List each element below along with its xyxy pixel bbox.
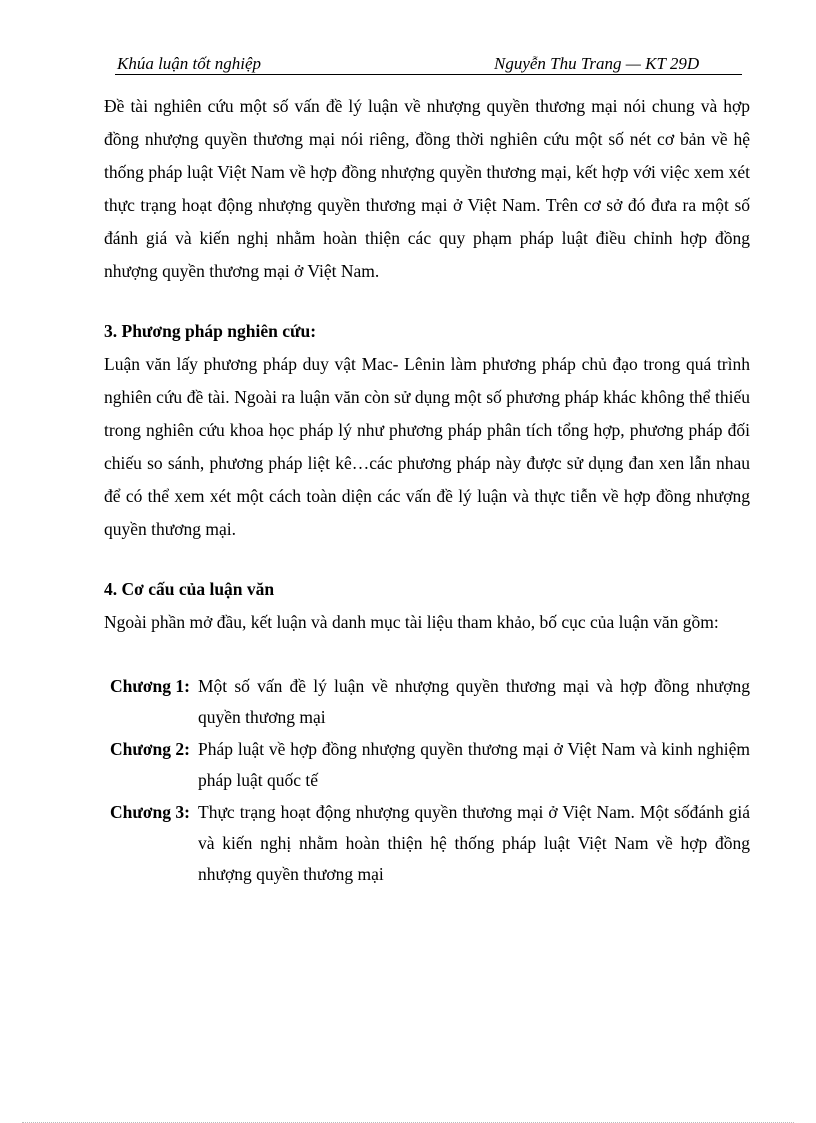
intro-paragraph: Đề tài nghiên cứu một số vấn đề lý luận về nhượng quyền thương mại nói chung và hợp đồng nhượng quyền thương mại nói riêng, đồng thời nghiên cứu một số nét cơ bản về hệ thống pháp luật Việt Nam về hợp đồng nhượng quyền thương mại, kết hợp với việc xem xét thực trạng hoạt động nhượng quyền thương mại ở Việt Nam. Trên cơ sở đó đưa ra một số đánh giá và kiến nghị nhằm hoàn thiện các quy phạm pháp luật điều chỉnh hợp đồng nhượng quyền thương mại ở Việt Nam. xyxy=(104,96,750,281)
chapter-2-label: Chương 2: xyxy=(110,739,190,759)
section-4-heading: 4. Cơ cấu của luận văn xyxy=(104,579,275,599)
section-3-heading: 3. Phương pháp nghiên cứu: xyxy=(104,321,317,341)
chapter-3-entry xyxy=(110,797,750,890)
page-header xyxy=(115,54,742,75)
chapter-1-label: Chương 1: xyxy=(110,676,190,696)
chapter-1-text: Một số vấn đề lý luận về nhượng quyền thương mại và hợp đồng nhượng quyền thương mại xyxy=(198,676,750,727)
chapter-2-entry xyxy=(110,734,750,796)
chapter-3-label: Chương 3: xyxy=(110,802,190,822)
section-3-body: Luận văn lấy phương pháp duy vật Mac- Lênin làm phương pháp chủ đạo trong quá trình nghiên cứu đề tài. Ngoài ra luận văn còn sử dụng một số phương pháp khác không thể thiếu trong nghiên cứu khoa học pháp lý như phương pháp phân tích tổng hợp, phương pháp đối chiếu so sánh, phương pháp liệt kê…các phương pháp này được sử dụng đan xen lẫn nhau để có thể xem xét một cách toàn diện các vấn đề lý luận và thực tiễn về hợp đồng nhượng quyền thương mại. xyxy=(104,354,750,539)
chapter-2-text: Pháp luật về hợp đồng nhượng quyền thương mại ở Việt Nam và kinh nghiệm pháp luật quốc tế xyxy=(198,739,750,790)
section-4-body: Ngoài phần mở đầu, kết luận và danh mục tài liệu tham khảo, bố cục của luận văn gồm: xyxy=(104,612,719,632)
chapter-3-text: Thực trạng hoạt động nhượng quyền thương mại ở Việt Nam. Một sốđánh giá và kiến nghị nhằm hoàn thiện hệ thống pháp luật Việt Nam về hợp đồng nhượng quyền thương mại xyxy=(198,802,750,884)
header-thesis-title: Khúa luận tốt nghiệp xyxy=(117,54,262,73)
chapter-1-entry xyxy=(110,671,750,733)
header-author: Nguyễn Thu Trang — KT 29D xyxy=(494,54,700,73)
